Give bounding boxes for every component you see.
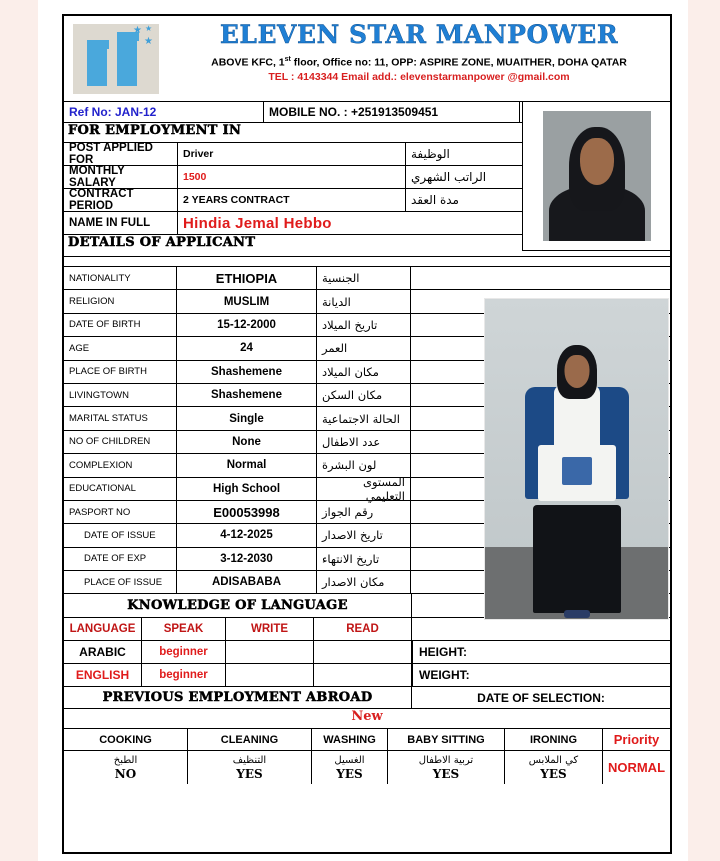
livingtown-arabic: مكان السكن	[322, 388, 383, 403]
name-label: NAME IN FULL	[64, 212, 178, 234]
spacer-row	[64, 257, 670, 267]
age-value: 24	[177, 337, 317, 359]
skill-cleaning-cell	[188, 751, 312, 784]
ref-no: Ref No: JAN-12	[64, 102, 264, 122]
date-of-issue-arabic: تاريخ الاصدار	[322, 528, 383, 543]
livingtown-value: Shashemene	[177, 384, 317, 406]
height-label: HEIGHT:	[412, 641, 670, 663]
skill-cooking-label: COOKING	[64, 729, 188, 750]
table-row	[64, 267, 670, 290]
children-arabic: عدد الاطفال	[322, 434, 381, 449]
skill-cooking-value: NO	[114, 766, 137, 781]
complexion-label: COMPLEXION	[64, 454, 177, 476]
passport-no-arabic: رقم الجواز	[322, 505, 374, 520]
marital-status-label: MARITAL STATUS	[64, 407, 177, 429]
skill-babysitting-arabic: تربية الاطفال	[418, 754, 474, 766]
contract-arabic: مدة العقد	[411, 193, 459, 207]
lang-col-speak: SPEAK	[142, 618, 226, 640]
contract-value: 2 YEARS CONTRACT	[178, 189, 406, 211]
skills-value-row	[64, 751, 670, 784]
date-of-exp-arabic: تاريخ الانتهاء	[322, 551, 380, 566]
date-of-issue-label: DATE OF ISSUE	[64, 524, 177, 546]
children-label: NO OF CHILDREN	[64, 431, 177, 453]
nationality-value: ETHIOPIA	[177, 267, 317, 289]
english-read-value	[314, 664, 412, 686]
skill-cleaning-value: YES	[236, 766, 263, 781]
full-body-photo	[484, 298, 669, 620]
details-table	[64, 267, 670, 687]
skill-ironing-label: IRONING	[505, 729, 603, 750]
age-label: AGE	[64, 337, 177, 359]
post-applied-label: POST APPLIED FOR	[64, 143, 178, 165]
lang-col-write: WRITE	[226, 618, 314, 640]
company-name: ELEVEN STAR MANPOWER	[219, 20, 619, 49]
place-of-birth-label: PLACE OF BIRTH	[64, 361, 177, 383]
skill-cooking-cell	[64, 751, 188, 784]
details-section-title: DETAILS OF APPLICANT	[68, 235, 256, 250]
priority-value: NORMAL	[607, 760, 666, 776]
place-of-issue-value: ADISABABA	[177, 571, 317, 593]
date-of-exp-label: DATE OF EXP	[64, 548, 177, 570]
skills-header-row	[64, 729, 670, 751]
skill-babysitting-cell	[388, 751, 505, 784]
lang-col-language: LANGUAGE	[64, 618, 142, 640]
educational-value: High School	[177, 478, 317, 500]
star-icon: ★	[145, 23, 153, 33]
language-section-title: KNOWLEDGE OF LANGUAGE	[127, 598, 348, 614]
skill-cleaning-arabic: التنظيف	[232, 754, 267, 766]
employment-section-title: FOR EMPLOYMENT IN	[68, 123, 242, 138]
star-icon: ★	[144, 35, 153, 47]
mobile-no: MOBILE NO. : +251913509451	[264, 102, 520, 122]
english-write-value	[226, 664, 314, 686]
priority-label: Priority	[613, 732, 660, 748]
skill-washing-label: WASHING	[312, 729, 388, 750]
skill-cleaning-label: CLEANING	[188, 729, 312, 750]
skill-washing-value: YES	[336, 766, 363, 781]
table-row	[64, 641, 670, 664]
weight-label: WEIGHT:	[412, 664, 670, 686]
dob-label: DATE OF BIRTH	[64, 314, 177, 336]
salary-arabic: الراتب الشهري	[411, 170, 487, 184]
skill-washing-cell	[312, 751, 388, 784]
place-of-birth-value: Shashemene	[177, 361, 317, 383]
passport-no-label: PASPORT NO	[64, 501, 177, 523]
company-contact: TEL : 4143344 Email add.: elevenstarmanpower @gmail.com	[268, 70, 570, 83]
language-header-row	[64, 618, 670, 641]
skill-babysitting-label: BABY SITTING	[388, 729, 505, 750]
eleven-logo-icon	[73, 24, 159, 94]
passport-photo	[543, 111, 651, 241]
marital-status-value: Single	[177, 407, 317, 429]
photo-spacer	[410, 267, 670, 289]
lang-col-read: READ	[314, 618, 412, 640]
complexion-arabic: لون البشرة	[322, 458, 377, 473]
company-logo	[64, 16, 168, 101]
previous-section-title: PREVIOUS EMPLOYMENT ABROAD	[102, 690, 373, 706]
passport-photo-container	[522, 102, 670, 251]
religion-label: RELIGION	[64, 290, 177, 312]
children-value: None	[177, 431, 317, 453]
date-of-issue-value: 4-12-2025	[177, 524, 317, 546]
marital-status-arabic: الحالة الاجتماعية	[322, 411, 400, 426]
cv-document	[62, 14, 672, 854]
skill-babysitting-value: YES	[432, 766, 460, 781]
experience-value: New	[351, 709, 383, 725]
table-row	[64, 664, 670, 687]
livingtown-label: LIVINGTOWN	[64, 384, 177, 406]
dob-arabic: تاريخ الميلاد	[322, 317, 378, 332]
place-of-issue-arabic: مكان الاصدار	[322, 575, 385, 590]
skill-cooking-arabic: الطبخ	[113, 754, 138, 766]
nationality-arabic: الجنسية	[322, 271, 360, 286]
language-english-row-label: ENGLISH	[64, 664, 142, 686]
company-address: ABOVE KFC, 1st floor, Office no: 11, OPP: ASPIRE ZONE, MUAITHER, DOHA QATAR	[211, 56, 627, 69]
age-arabic: العمر	[322, 341, 348, 356]
photo-spacer	[412, 618, 670, 640]
experience-row	[64, 709, 670, 729]
educational-arabic: المستوى التعليمي	[362, 474, 405, 503]
applicant-name: Hindia Jemal Hebbo	[183, 214, 332, 232]
religion-value: MUSLIM	[177, 290, 317, 312]
document-header	[64, 16, 670, 102]
arabic-write-value	[226, 641, 314, 663]
previous-section-title-cell	[64, 687, 412, 708]
previous-employment-header	[64, 687, 670, 709]
date-of-selection-label: DATE OF SELECTION:	[477, 690, 605, 705]
language-arabic-row-label: ARABIC	[64, 641, 142, 663]
arabic-read-value	[314, 641, 412, 663]
star-icon: ★	[133, 24, 142, 36]
dob-value: 15-12-2000	[177, 314, 317, 336]
nationality-label: NATIONALITY	[64, 267, 177, 289]
arabic-speak-value: beginner	[142, 641, 226, 663]
english-speak-value: beginner	[142, 664, 226, 686]
date-of-exp-value: 3-12-2030	[177, 548, 317, 570]
religion-arabic: الديانة	[322, 294, 351, 309]
educational-label: EDUCATIONAL	[64, 478, 177, 500]
salary-value: 1500	[178, 166, 406, 188]
place-of-issue-label: PLACE OF ISSUE	[64, 571, 177, 593]
salary-label: MONTHLY SALARY	[64, 166, 178, 188]
contract-label: CONTRACT PERIOD	[64, 189, 178, 211]
passport-no-value: E00053998	[177, 501, 317, 523]
skill-ironing-cell	[505, 751, 603, 784]
skill-washing-arabic: الغسيل	[334, 754, 365, 766]
place-of-birth-arabic: مكان الميلاد	[322, 364, 379, 379]
complexion-value: Normal	[177, 454, 317, 476]
post-applied-value: Driver	[178, 143, 406, 165]
skill-ironing-value: YES	[540, 766, 567, 781]
post-applied-arabic: الوظيفة	[411, 147, 450, 161]
skill-ironing-arabic: كي الملابس	[528, 754, 579, 766]
